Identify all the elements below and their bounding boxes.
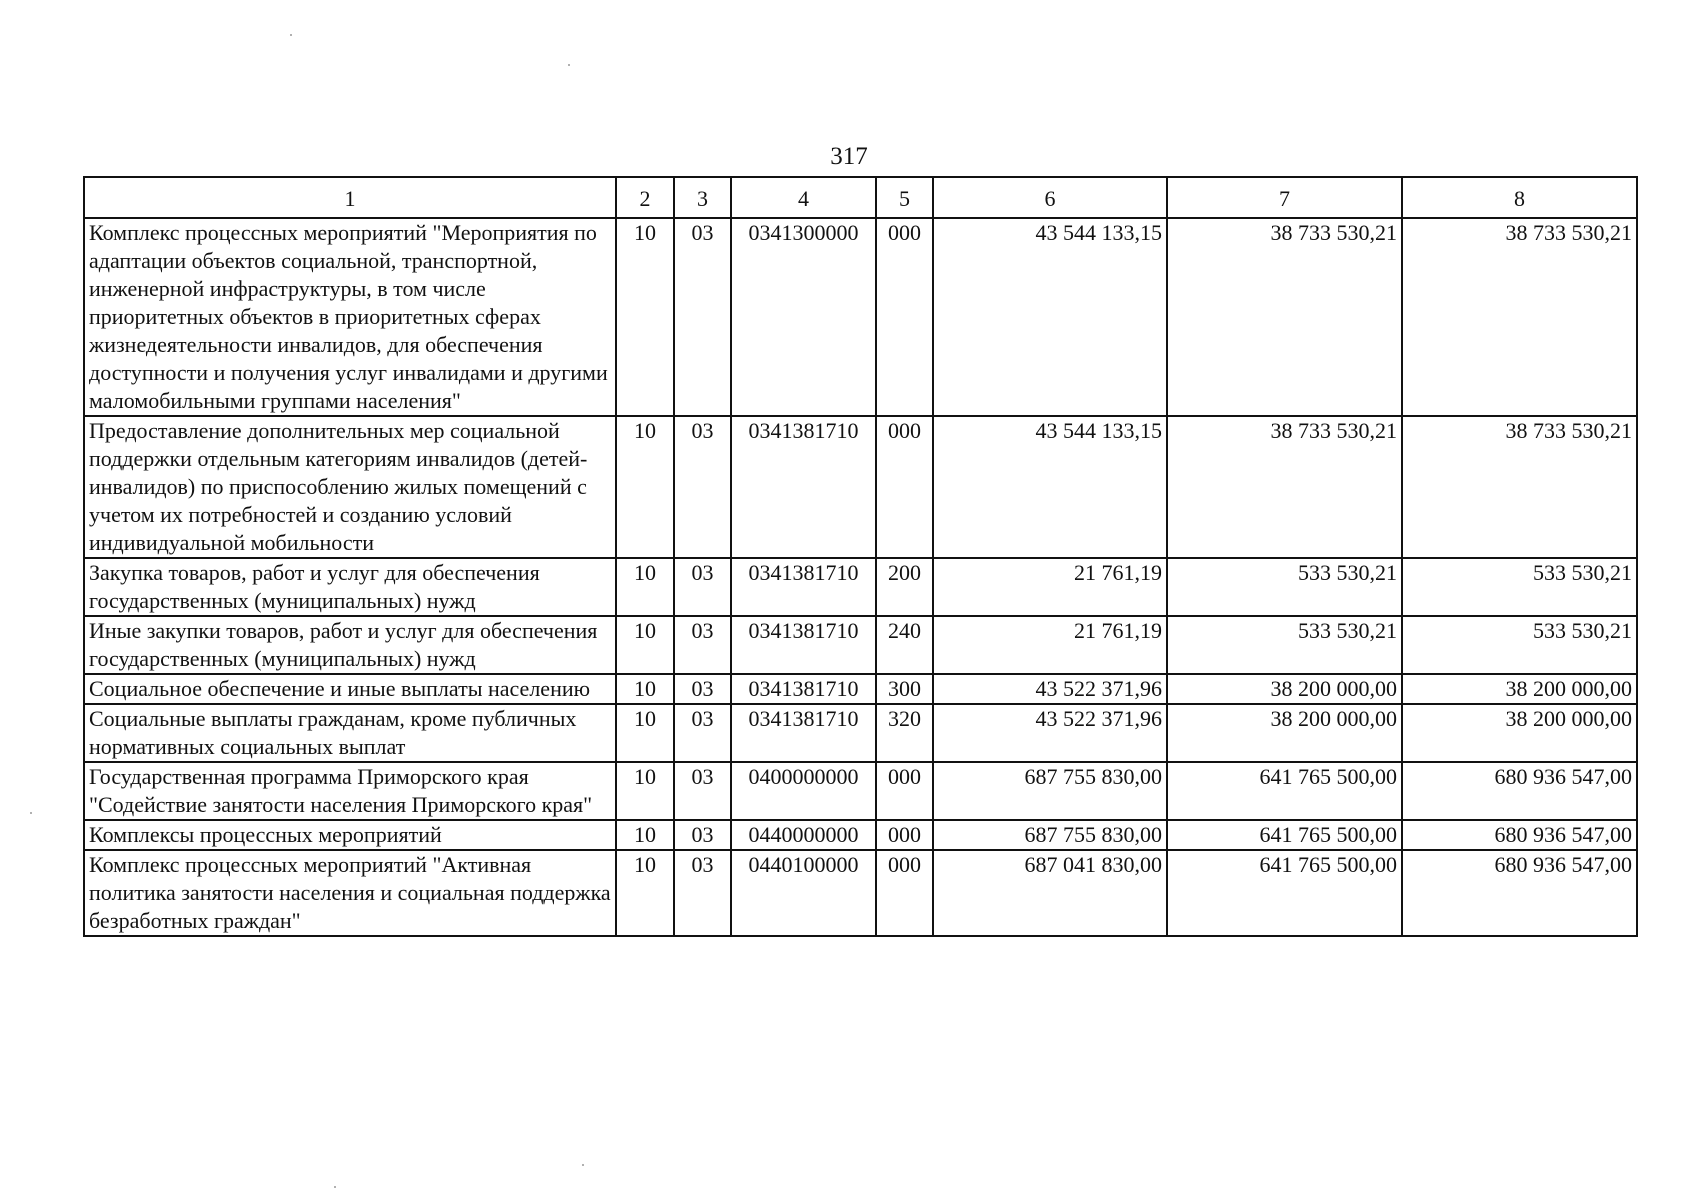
table-row [84,820,1637,850]
row-expense-type-code: 320 [876,704,933,762]
row-section-code: 10 [616,850,674,936]
row-target-code: 0400000000 [731,762,876,820]
table-row [84,704,1637,762]
row-amount-col8: 680 936 547,00 [1402,820,1637,850]
column-header: 7 [1167,177,1402,218]
row-subsection-code: 03 [674,416,731,558]
row-target-code: 0341381710 [731,616,876,674]
column-header: 2 [616,177,674,218]
row-target-code: 0440100000 [731,850,876,936]
row-amount-col6: 43 522 371,96 [933,704,1167,762]
row-subsection-code: 03 [674,850,731,936]
row-amount-col6: 21 761,19 [933,616,1167,674]
row-amount-col7: 38 733 530,21 [1167,218,1402,416]
table-row [84,558,1637,616]
row-subsection-code: 03 [674,558,731,616]
row-expense-type-code: 300 [876,674,933,704]
table-row [84,674,1637,704]
row-amount-col7: 38 200 000,00 [1167,674,1402,704]
row-expense-type-code: 000 [876,416,933,558]
header-row [84,177,1637,218]
column-header: 3 [674,177,731,218]
row-expense-type-code: 240 [876,616,933,674]
scan-speck [30,812,32,814]
row-amount-col8: 533 530,21 [1402,616,1637,674]
table-row [84,416,1637,558]
row-amount-col6: 687 041 830,00 [933,850,1167,936]
row-section-code: 10 [616,704,674,762]
row-expense-type-code: 000 [876,820,933,850]
column-header: 1 [84,177,616,218]
page-number: 317 [830,143,868,170]
table-row [84,850,1637,936]
row-amount-col8: 38 200 000,00 [1402,674,1637,704]
row-amount-col8: 38 733 530,21 [1402,416,1637,558]
row-target-code: 0341300000 [731,218,876,416]
row-name: Закупка товаров, работ и услуг для обеспечения государственных (муниципальных) нужд [84,558,616,616]
row-section-code: 10 [616,416,674,558]
row-amount-col7: 38 733 530,21 [1167,416,1402,558]
row-amount-col7: 641 765 500,00 [1167,762,1402,820]
row-expense-type-code: 000 [876,850,933,936]
row-amount-col8: 533 530,21 [1402,558,1637,616]
scan-speck [290,34,292,36]
row-name: Комплексы процессных мероприятий [84,820,616,850]
row-target-code: 0341381710 [731,416,876,558]
row-amount-col7: 641 765 500,00 [1167,820,1402,850]
row-subsection-code: 03 [674,616,731,674]
budget-table [83,176,1638,937]
row-name: Социальные выплаты гражданам, кроме публичных нормативных социальных выплат [84,704,616,762]
row-name: Комплекс процессных мероприятий "Активная политика занятости населения и социальная поддержка безработных граждан" [84,850,616,936]
row-section-code: 10 [616,218,674,416]
row-target-code: 0341381710 [731,674,876,704]
row-expense-type-code: 200 [876,558,933,616]
row-subsection-code: 03 [674,674,731,704]
row-amount-col6: 43 522 371,96 [933,674,1167,704]
row-expense-type-code: 000 [876,762,933,820]
row-amount-col6: 687 755 830,00 [933,820,1167,850]
row-subsection-code: 03 [674,704,731,762]
row-target-code: 0440000000 [731,820,876,850]
row-target-code: 0341381710 [731,704,876,762]
row-amount-col8: 38 733 530,21 [1402,218,1637,416]
row-amount-col6: 43 544 133,15 [933,218,1167,416]
scan-speck [582,1164,584,1166]
column-header: 4 [731,177,876,218]
table-row [84,762,1637,820]
row-amount-col8: 680 936 547,00 [1402,850,1637,936]
row-amount-col7: 533 530,21 [1167,616,1402,674]
row-name: Комплекс процессных мероприятий "Мероприятия по адаптации объектов социальной, транспортной, инженерной инфраструктуры, в том числе приоритетных объектов в приоритетных сферах жизнедеятельности инвалидов, для обеспечения доступности и получения услуг инвалидами и другими маломобильными группами населения" [84,218,616,416]
row-section-code: 10 [616,820,674,850]
row-amount-col6: 21 761,19 [933,558,1167,616]
row-amount-col6: 43 544 133,15 [933,416,1167,558]
table-row [84,218,1637,416]
row-amount-col8: 680 936 547,00 [1402,762,1637,820]
row-name: Государственная программа Приморского края "Содействие занятости населения Приморского края" [84,762,616,820]
row-name: Предоставление дополнительных мер социальной поддержки отдельным категориям инвалидов (детей-инвалидов) по приспособлению жилых помещений с учетом их потребностей и созданию условий индивидуальной мобильности [84,416,616,558]
column-header: 8 [1402,177,1637,218]
row-amount-col8: 38 200 000,00 [1402,704,1637,762]
row-subsection-code: 03 [674,762,731,820]
row-amount-col7: 533 530,21 [1167,558,1402,616]
row-name: Социальное обеспечение и иные выплаты населению [84,674,616,704]
table-row [84,616,1637,674]
row-target-code: 0341381710 [731,558,876,616]
row-amount-col7: 38 200 000,00 [1167,704,1402,762]
row-subsection-code: 03 [674,820,731,850]
row-name: Иные закупки товаров, работ и услуг для обеспечения государственных (муниципальных) нужд [84,616,616,674]
column-header: 5 [876,177,933,218]
scan-speck [568,64,570,66]
row-section-code: 10 [616,674,674,704]
row-amount-col7: 641 765 500,00 [1167,850,1402,936]
column-header: 6 [933,177,1167,218]
row-section-code: 10 [616,616,674,674]
row-amount-col6: 687 755 830,00 [933,762,1167,820]
row-section-code: 10 [616,558,674,616]
scan-speck [334,1186,336,1188]
row-section-code: 10 [616,762,674,820]
row-expense-type-code: 000 [876,218,933,416]
row-subsection-code: 03 [674,218,731,416]
